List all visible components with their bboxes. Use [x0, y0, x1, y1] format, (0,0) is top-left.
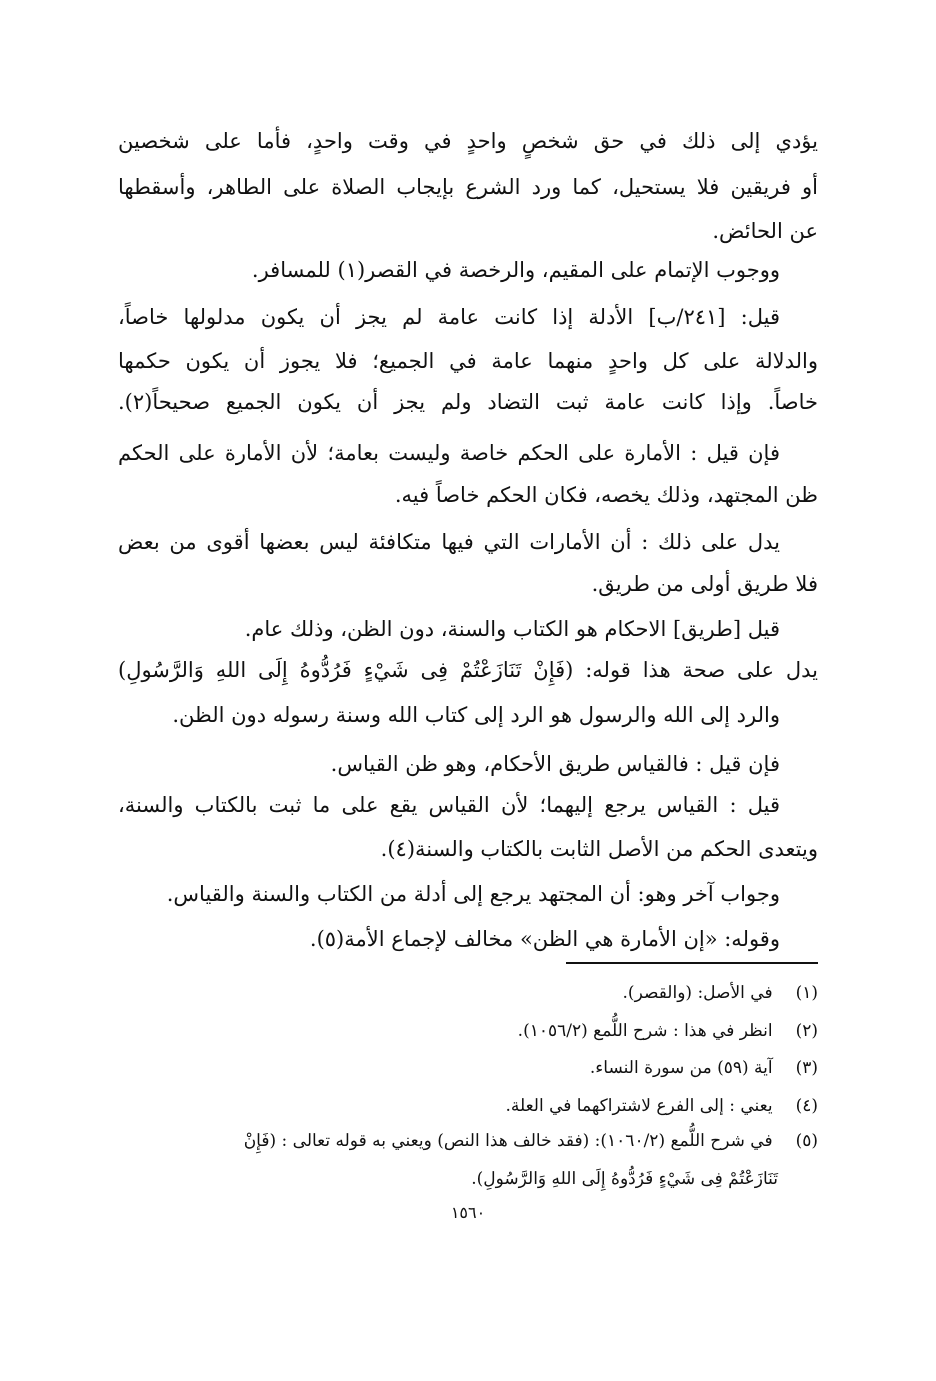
body-line: والدلالة على كل واحدٍ منهما عامة في الجميع؛ فلا يجوز أن يكون حكمها [118, 349, 818, 373]
footnote [118, 1014, 818, 1048]
body-line: وقوله: «إن الأمارة هي الظن» مخالف لإجماع الأمة(٥). [309, 927, 780, 951]
body-line: يدل على صحة هذا قوله: (فَإِنْ تَنَازَعْتُمْ فِى شَيْءٍ فَرُدُّوهُ إِلَى اللهِ وَالرَّسُولِ) [118, 658, 818, 682]
page-number: ١٥٦٠ [450, 1203, 486, 1222]
body-line: ويتعدى الحكم من الأصل الثابت بالكتاب والسنة(٤). [380, 837, 818, 861]
footnote [118, 1124, 818, 1158]
body-line: ظن المجتهد، وذلك يخصه، فكان الحكم خاصاً فيه. [394, 483, 818, 507]
footnote-number: (٢) [795, 1021, 818, 1041]
body-line: خاصاً. وإذا كانت عامة ثبت التضاد ولم يجز أن يكون الجميع صحيحاً(٢). [118, 390, 818, 414]
body-line: والرد إلى الله والرسول هو الرد إلى كتاب الله وسنة رسوله دون الظن. [172, 703, 780, 727]
body-line: فإن قيل : فالقياس طريق الأحكام، وهو ظن القياس. [330, 752, 780, 776]
body-line: قيل : القياس يرجع إليهما؛ لأن القياس يقع على ما ثبت بالكتاب والسنة، [118, 793, 780, 817]
footnote-text: انظر في هذا : شرح اللُّمع (١٠٥٦/٢). [517, 1021, 773, 1041]
footnote-text: في الأصل: (والقصر). [622, 983, 773, 1003]
footnote [118, 1089, 818, 1123]
body-line: وجواب آخر وهو: أن المجتهد يرجع إلى أدلة من الكتاب والسنة والقياس. [166, 882, 780, 906]
footnote-number: (٥) [795, 1131, 818, 1151]
footnote-text: يعني : إلى الفرع لاشتراكهما في العلة. [505, 1096, 773, 1116]
footnote-number: (٤) [795, 1096, 818, 1116]
body-line: فلا طريق أولى من طريق. [591, 572, 818, 596]
footnote-number: (١) [795, 983, 818, 1003]
footnote [118, 1051, 818, 1085]
body-line: فإن قيل : الأمارة على الحكم خاصة وليست بعامة؛ لأن الأمارة على الحكم [118, 441, 780, 465]
footnote-text: آية (٥٩) من سورة النساء. [589, 1058, 773, 1078]
footnote-text: في شرح اللُّمع (١٠٦٠/٢): (فقد خالف هذا النص) ويعني به قوله تعالى : (فَإِنْ [243, 1131, 773, 1151]
footnote-separator [566, 962, 818, 964]
body-line: يدل على ذلك : أن الأمارات التي فيها متكافئة ليس بعضها أقوى من بعض [118, 530, 780, 554]
body-line: أو فريقين فلا يستحيل، كما ورد الشرع بإيجاب الصلاة على الطاهر، وأسقطها [118, 175, 818, 199]
body-line: ووجوب الإتمام على المقيم، والرخصة في القصر(١) للمسافر. [251, 258, 780, 282]
body-line: عن الحائض. [712, 219, 818, 243]
body-line: يؤدي إلى ذلك في حق شخصٍ واحدٍ في وقت واحدٍ، فأما على شخصين [118, 129, 818, 153]
footnote-continuation: تَنَازَعْتُمْ فِى شَيْءٍ فَرُدُّوهُ إِلَى اللهِ وَالرَّسُولِ). [471, 1169, 778, 1189]
footnote-number: (٣) [795, 1058, 818, 1078]
footnote [118, 976, 818, 1010]
body-line: قيل [طريق] الاحكام هو الكتاب والسنة، دون الظن، وذلك عام. [244, 617, 780, 641]
body-line: قيل: [٢٤١/ب] الأدلة إذا كانت عامة لم يجز أن يكون مدلولها خاصاً، [118, 305, 780, 329]
